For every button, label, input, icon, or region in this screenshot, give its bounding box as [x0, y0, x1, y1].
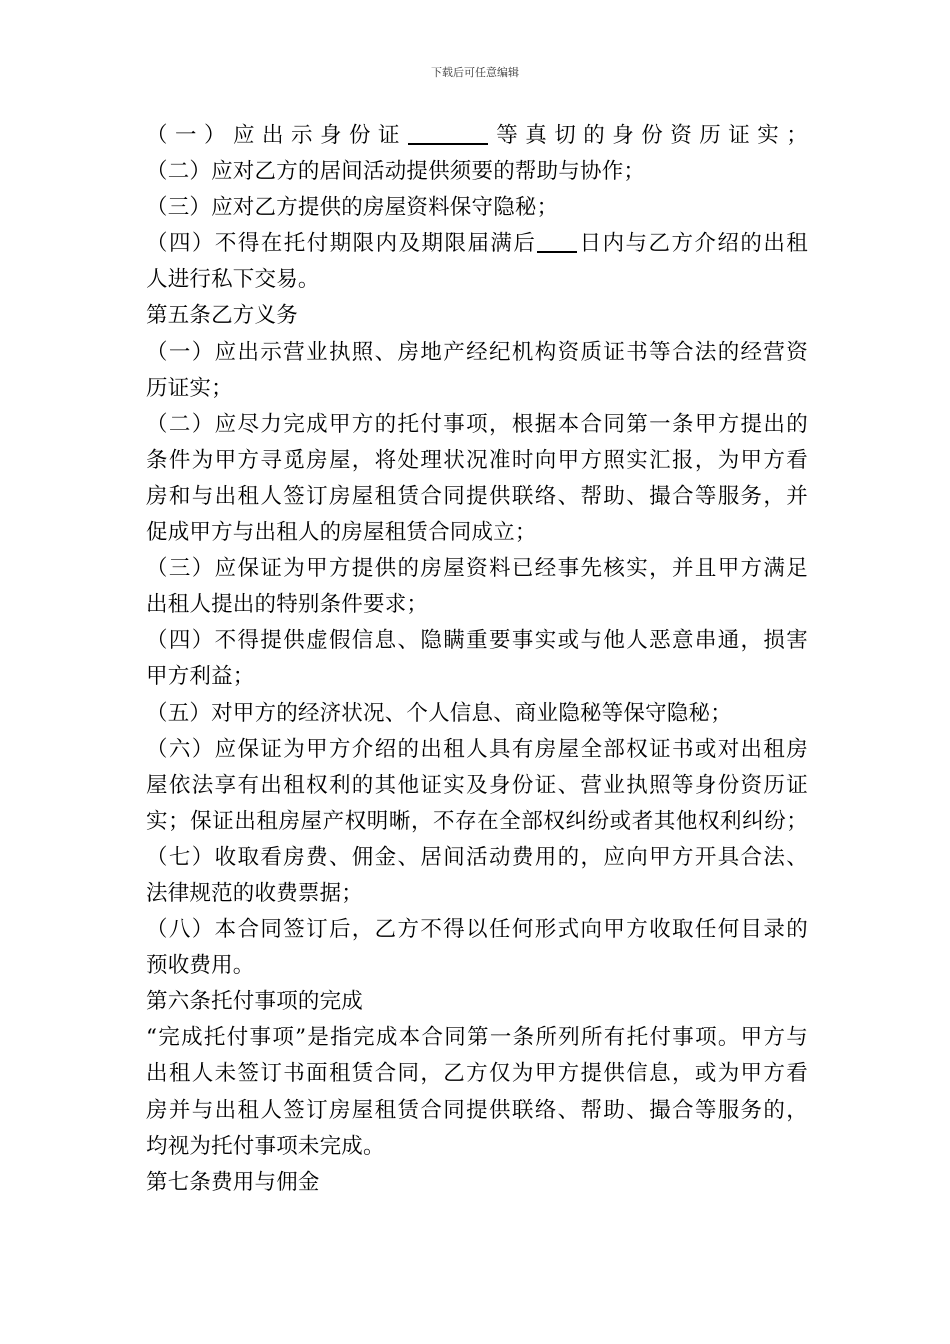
clause-line: 房并与出租人签订房屋租赁合同提供联络、帮助、撮合等服务的， [146, 1097, 808, 1123]
clause-line: 房和与出租人签订房屋租赁合同提供联络、帮助、撮合等服务，并 [146, 483, 808, 509]
clause-line: （一）应出示营业执照、房地产经纪机构资质证书等合法的经营资 [146, 339, 808, 365]
page-header-note: 下载后可任意编辑 [431, 66, 519, 79]
clause-line: 条件为甲方寻觅房屋，将处理状况准时向甲方照实汇报，为甲方看 [146, 447, 808, 473]
clause-line: 实；保证出租房屋产权明晰，不存在全部权纠纷或者其他权利纠纷； [146, 808, 808, 834]
clause-line: （三）应对乙方提供的房屋资料保守隐秘； [146, 195, 559, 221]
article-heading: 第七条费用与佣金 [146, 1169, 320, 1195]
clause-line: （六）应保证为甲方介绍的出租人具有房屋全部权证书或对出租房 [146, 736, 808, 762]
clause-line: 甲方利益； [146, 664, 255, 690]
fill-in-blank [408, 121, 488, 145]
clause-text: （四）不得在托付期限内及期限届满后 [146, 231, 537, 257]
clause-text: 日内与乙方介绍的出租 [578, 231, 808, 257]
clause-line [146, 118, 808, 154]
clause-line [146, 226, 808, 262]
article-heading: 第五条乙方义务 [146, 303, 298, 329]
clause-line: 历证实； [146, 375, 233, 401]
clause-line: （七）收取看房费、佣金、居间活动费用的，应向甲方开具合法、 [146, 844, 808, 870]
clause-line: （四）不得提供虚假信息、隐瞒重要事实或与他人恶意串通，损害 [146, 628, 808, 654]
clause-line: 均视为托付事项未完成。 [146, 1133, 385, 1159]
clause-line: （三）应保证为甲方提供的房屋资料已经事先核实，并且甲方满足 [146, 556, 808, 582]
clause-line: 出租人未签订书面租赁合同，乙方仅为甲方提供信息，或为甲方看 [146, 1061, 808, 1087]
clause-line: 促成甲方与出租人的房屋租赁合同成立； [146, 520, 537, 546]
clause-line: 出租人提出的特别条件要求； [146, 592, 429, 618]
clause-line: 屋依法享有出租权利的其他证实及身份证、营业执照等身份资历证 [146, 772, 808, 798]
article-heading: 第六条托付事项的完成 [146, 989, 364, 1015]
fill-in-blank [537, 229, 577, 253]
clause-line: （二）应尽力完成甲方的托付事项，根据本合同第一条甲方提出的 [146, 411, 808, 437]
clause-line: 法律规范的收费票据； [146, 880, 364, 906]
clause-line: （五）对甲方的经济状况、个人信息、商业隐秘等保守隐秘； [146, 700, 732, 726]
clause-line: （八）本合同签订后，乙方不得以任何形式向甲方收取任何目录的 [146, 917, 808, 943]
clause-line: 人进行私下交易。 [146, 267, 320, 293]
document-body [146, 118, 808, 1201]
clause-text: （一）应出示身份证 [146, 123, 407, 148]
clause-line: （二）应对乙方的居间活动提供须要的帮助与协作； [146, 159, 646, 185]
clause-line: 预收费用。 [146, 953, 255, 979]
clause-text: 等真切的身份资历证实； [489, 123, 808, 148]
clause-line: “完成托付事项”是指完成本合同第一条所列所有托付事项。甲方与 [146, 1025, 808, 1051]
